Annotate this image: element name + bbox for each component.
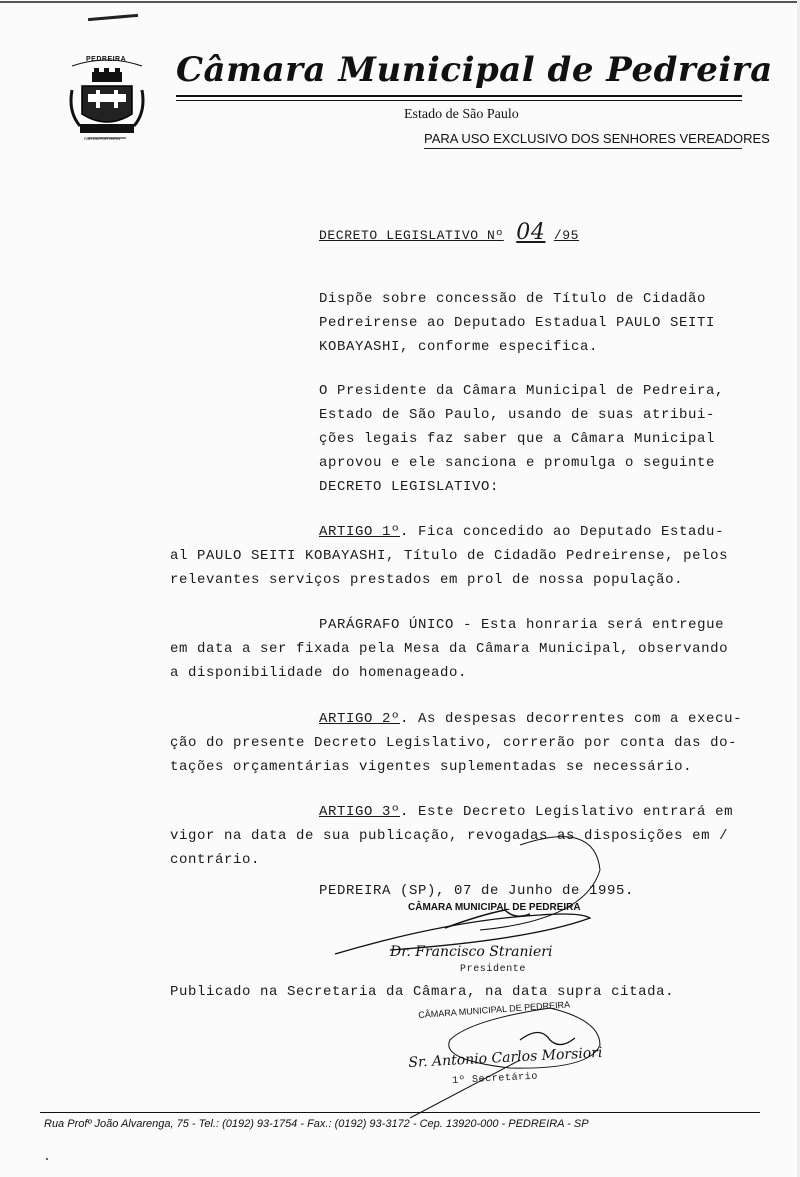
summary-line: KOBAYASHI, conforme especifica.: [319, 339, 599, 355]
notice-rule: [424, 148, 742, 149]
artigo-2-line: tações orçamentárias vigentes suplementadas se necessário.: [170, 759, 693, 775]
date-line: PEDREIRA (SP), 07 de Junho de 1995.: [319, 883, 635, 899]
artigo-3-line: contrário.: [170, 852, 261, 868]
municipal-crest: [66, 56, 148, 148]
artigo-1-line: al PAULO SEITI KOBAYASHI, Título de Cidadão Pedreirense, pelos: [170, 548, 729, 564]
preamble-line: ções legais faz saber que a Câmara Municipal: [319, 431, 716, 447]
crest-label: PEDREIRA: [86, 56, 127, 63]
exclusive-notice: PARA USO EXCLUSIVO DOS SENHORES VEREADORES: [424, 131, 770, 146]
decree-heading: [319, 220, 579, 245]
preamble-line: aprovou e ele sanciona e promulga o seguinte: [319, 455, 716, 471]
scan-dot: [46, 1158, 48, 1160]
artigo-1-line: relevantes serviços prestados em prol de nossa população.: [170, 572, 684, 588]
president-name: Dr. Francisco Stranieri: [390, 944, 553, 960]
paragrafo-first-line: - Esta honraria será entregue: [454, 617, 725, 633]
artigo-2-label: ARTIGO 2º: [319, 711, 401, 727]
secretary-stamp: CÂMARA MUNICIPAL DE PEDREIRA: [418, 999, 571, 1020]
preamble-line: DECRETO LEGISLATIVO:: [319, 479, 500, 495]
paragrafo-unico: [319, 617, 724, 633]
decree-year: /95: [553, 228, 580, 243]
paragrafo-line: a disponibilidade do homenageado.: [170, 665, 468, 681]
paragrafo-label: PARÁGRAFO ÚNICO: [319, 617, 455, 633]
artigo-1-label: ARTIGO 1º: [319, 524, 401, 540]
artigo-2-line: ção do presente Decreto Legislativo, correrão por conta das do-: [170, 735, 738, 751]
preamble-line: O Presidente da Câmara Municipal de Pedreira,: [319, 383, 725, 399]
artigo-3: [319, 804, 733, 820]
page-title: Câmara Municipal de Pedreira: [176, 50, 773, 90]
artigo-3-first-line: . Este Decreto Legislativo entrará em: [400, 804, 734, 820]
artigo-1-first-line: . Fica concedido ao Deputado Estadu-: [400, 524, 725, 540]
artigo-3-line: vigor na data de sua publicação, revogadas as disposições em /: [170, 828, 729, 844]
artigo-2: [319, 711, 742, 727]
scan-edge-line: [0, 1, 800, 3]
artigo-3-label: ARTIGO 3º: [319, 804, 401, 820]
artigo-1: [319, 524, 724, 540]
crest-motto: PAU DA PORTEIRA: [84, 136, 120, 141]
summary-line: Pedreirense ao Deputado Estadual PAULO SEITI: [319, 315, 716, 331]
published-line: Publicado na Secretaria da Câmara, na data supra citada.: [170, 984, 675, 1000]
artigo-2-first-line: . As despesas decorrentes com a execu-: [400, 711, 743, 727]
title-rule-2: [176, 100, 742, 101]
president-role: Presidente: [460, 964, 527, 975]
footer-rule: [40, 1112, 760, 1113]
summary-line: Dispõe sobre concessão de Título de Cidadão: [319, 291, 707, 307]
president-stamp: CÂMARA MUNICIPAL DE PEDREIRA: [408, 902, 581, 913]
secretary-name: Sr. Antonio Carlos Morsiori: [408, 1044, 603, 1071]
decree-number: 04: [516, 220, 546, 245]
decree-heading-prefix: DECRETO LEGISLATIVO Nº: [319, 228, 504, 243]
paragrafo-line: em data a ser fixada pela Mesa da Câmara Municipal, observando: [170, 641, 729, 657]
preamble-line: Estado de São Paulo, usando de suas atribui-: [319, 407, 716, 423]
state-label: Estado de São Paulo: [404, 107, 519, 122]
pen-mark: [88, 14, 138, 21]
footer-address: Rua Profº João Alvarenga, 75 - Tel.: (0192) 93-1754 - Fax.: (0192) 93-3172 - Cep. 13920-000 - PEDREIRA - SP: [44, 1118, 589, 1130]
title-rule-1: [176, 95, 742, 97]
secretary-role: 1º Secretário: [452, 1071, 539, 1087]
